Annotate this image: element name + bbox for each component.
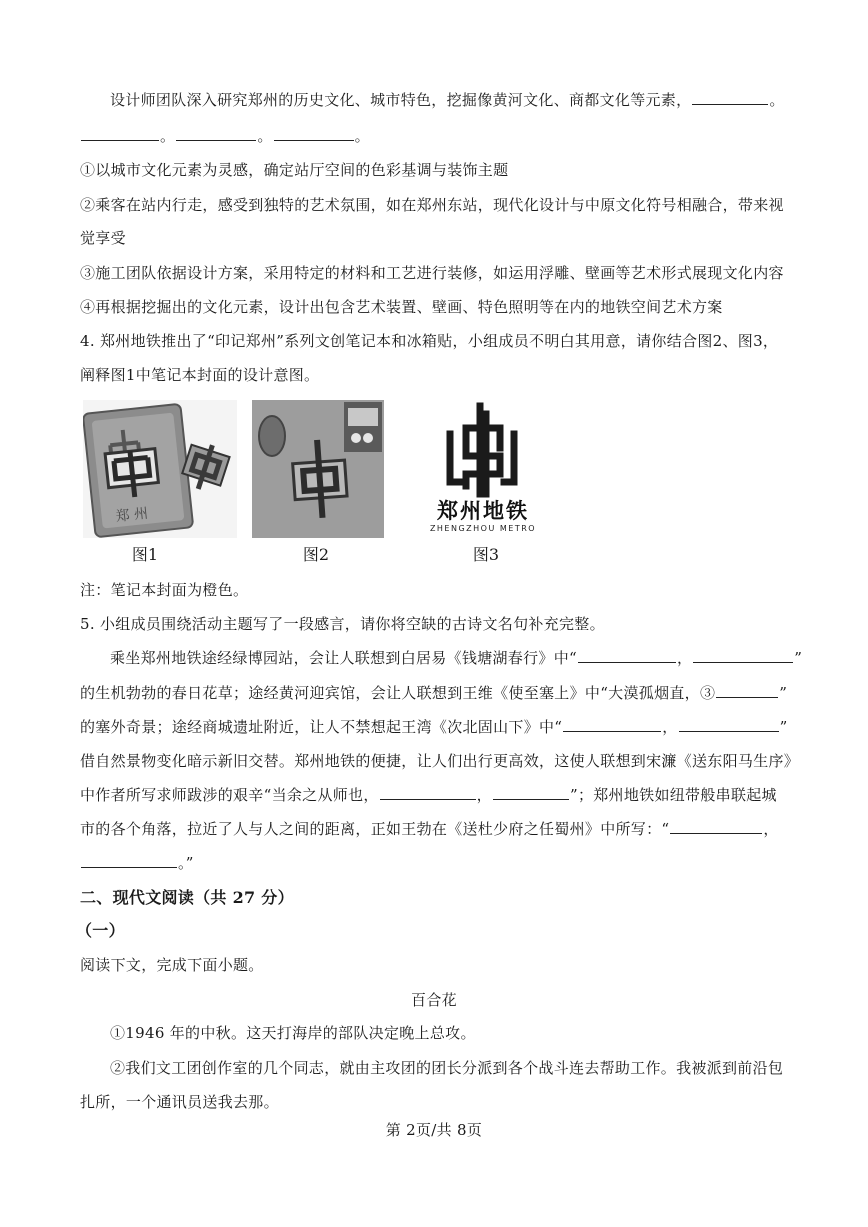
answer-blank: [493, 785, 569, 800]
punct: ，: [662, 718, 678, 736]
q5-text: 市的各个角落，拉近了人与人之间的距离，正如王勃在《送杜少府之任蜀州》中所写：“: [80, 820, 670, 838]
answer-blank: [81, 126, 159, 141]
svg-text:郑 州: 郑 州: [114, 505, 149, 526]
q3-option-4: ④再根据挖掘出的文化元素，设计出包含艺术装置、壁画、特色照明等在内的地铁空间艺术方案: [80, 298, 723, 316]
figure-3-metro-logo: [410, 400, 556, 538]
q5-para-line-3: [80, 717, 788, 737]
q5-text: ”；郑州地铁如纽带般串联起城: [569, 786, 777, 804]
punct: 。: [769, 91, 785, 109]
answer-blank: [578, 648, 676, 663]
punct: ，: [476, 786, 492, 804]
section-2-subtitle: （一）: [76, 921, 125, 940]
article-para-2b: 扎所，一个通讯员送我去那。: [80, 1093, 279, 1111]
q5-para-line-1: [110, 648, 803, 668]
figure-2-caption: 图2: [302, 545, 330, 564]
punct: ，: [676, 649, 693, 667]
q3-intro-line: [110, 90, 788, 110]
figure-3-caption: 图3: [472, 545, 500, 564]
q4-line-1: 4. 郑州地铁推出了“印记郑州”系列文创笔记本和冰箱贴，小组成员不明白其用意，请你结合图2、图3，: [80, 332, 779, 350]
q5-para-line-5: [80, 785, 788, 805]
q3-intro: 设计师团队深入研究郑州的历史文化、城市特色，挖掘像黄河文化、商都文化等元素，: [110, 91, 692, 109]
q5-line-1: 5. 小组成员围绕活动主题写了一段感言，请你将空缺的古诗文名句补充完整。: [80, 615, 605, 633]
q3-option-2b: 觉享受: [80, 229, 126, 247]
page-number: 第 2页/共 8页: [385, 1121, 483, 1139]
logo-wordmark: 郑州地铁: [437, 499, 529, 523]
figure-2-magnet-photo: [252, 400, 384, 538]
punct: ，: [763, 820, 779, 838]
punct: 。”: [178, 854, 194, 872]
q5-text: 的塞外奇景；途经商城遗址附近，让人不禁想起王湾《次北固山下》中“: [80, 718, 563, 736]
answer-blank: [176, 126, 256, 141]
q4-line-2: 阐释图1中笔记本封面的设计意图。: [80, 366, 320, 384]
section-2-instruction: 阅读下文，完成下面小题。: [80, 956, 264, 974]
q5-para-line-4: 借自然景物变化暗示新旧交替。郑州地铁的便捷，让人们出行更高效，这使人联想到宋濂《送东阳马生序》: [80, 752, 800, 770]
logo-english: ZHENGZHOU METRO: [429, 524, 537, 533]
answer-blank: [380, 785, 476, 800]
q5-text: 乘坐郑州地铁途经绿博园站，会让人联想到白居易《钱塘湖春行》中“: [110, 649, 577, 667]
answer-blank: [274, 126, 354, 141]
answer-blank: [670, 819, 762, 834]
q3-option-2a: ②乘客在站内行走，感受到独特的艺术氛围，如在郑州东站，现代化设计与中原文化符号相融合，带来视: [80, 196, 784, 214]
punct: 。: [160, 127, 176, 145]
figure-1-caption: 图1: [131, 545, 159, 564]
answer-blank: [693, 648, 793, 663]
answer-blank: [563, 717, 661, 732]
q3-blanks-line: [80, 126, 788, 146]
q5-text: 中作者所写求师跋涉的艰辛“当余之从师也，: [80, 786, 379, 804]
q3-option-1: ①以城市文化元素为灵感，确定站厅空间的色彩基调与装饰主题: [80, 161, 509, 179]
q5-para-line-7: [80, 853, 788, 873]
q3-option-3: ③施工团队依据设计方案，采用特定的材料和工艺进行装修，如运用浮雕、壁画等艺术形式展现文化内容: [80, 264, 784, 282]
article-para-1: ①1946 年的中秋。这天打海岸的部队决定晚上总攻。: [110, 1024, 476, 1042]
section-2-title: 二、现代文阅读（共 27 分）: [80, 888, 294, 907]
punct: ”: [779, 684, 788, 702]
punct: 。: [257, 127, 273, 145]
q5-para-line-2: [80, 683, 788, 703]
answer-blank: [679, 717, 779, 732]
answer-blank: [716, 683, 778, 698]
article-para-2a: ②我们文工团创作室的几个同志，就由主攻团的团长分派到各个战斗连去帮助工作。我被派到前沿包: [110, 1059, 784, 1077]
punct: 。: [354, 127, 370, 145]
figure-1-notebook-photo: [83, 400, 237, 538]
q5-text: 的生机勃勃的春日花草；途经黄河迎宾馆，会让人联想到王维《使至塞上》中“大漠孤烟直，③: [80, 684, 716, 702]
punct: ”: [779, 718, 788, 736]
answer-blank: [81, 853, 177, 868]
q5-para-line-6: [80, 819, 788, 839]
article-title: 百合花: [411, 991, 457, 1009]
q4-note: 注：笔记本封面为橙色。: [80, 581, 249, 599]
punct: ”: [794, 649, 803, 667]
answer-blank: [692, 90, 768, 105]
